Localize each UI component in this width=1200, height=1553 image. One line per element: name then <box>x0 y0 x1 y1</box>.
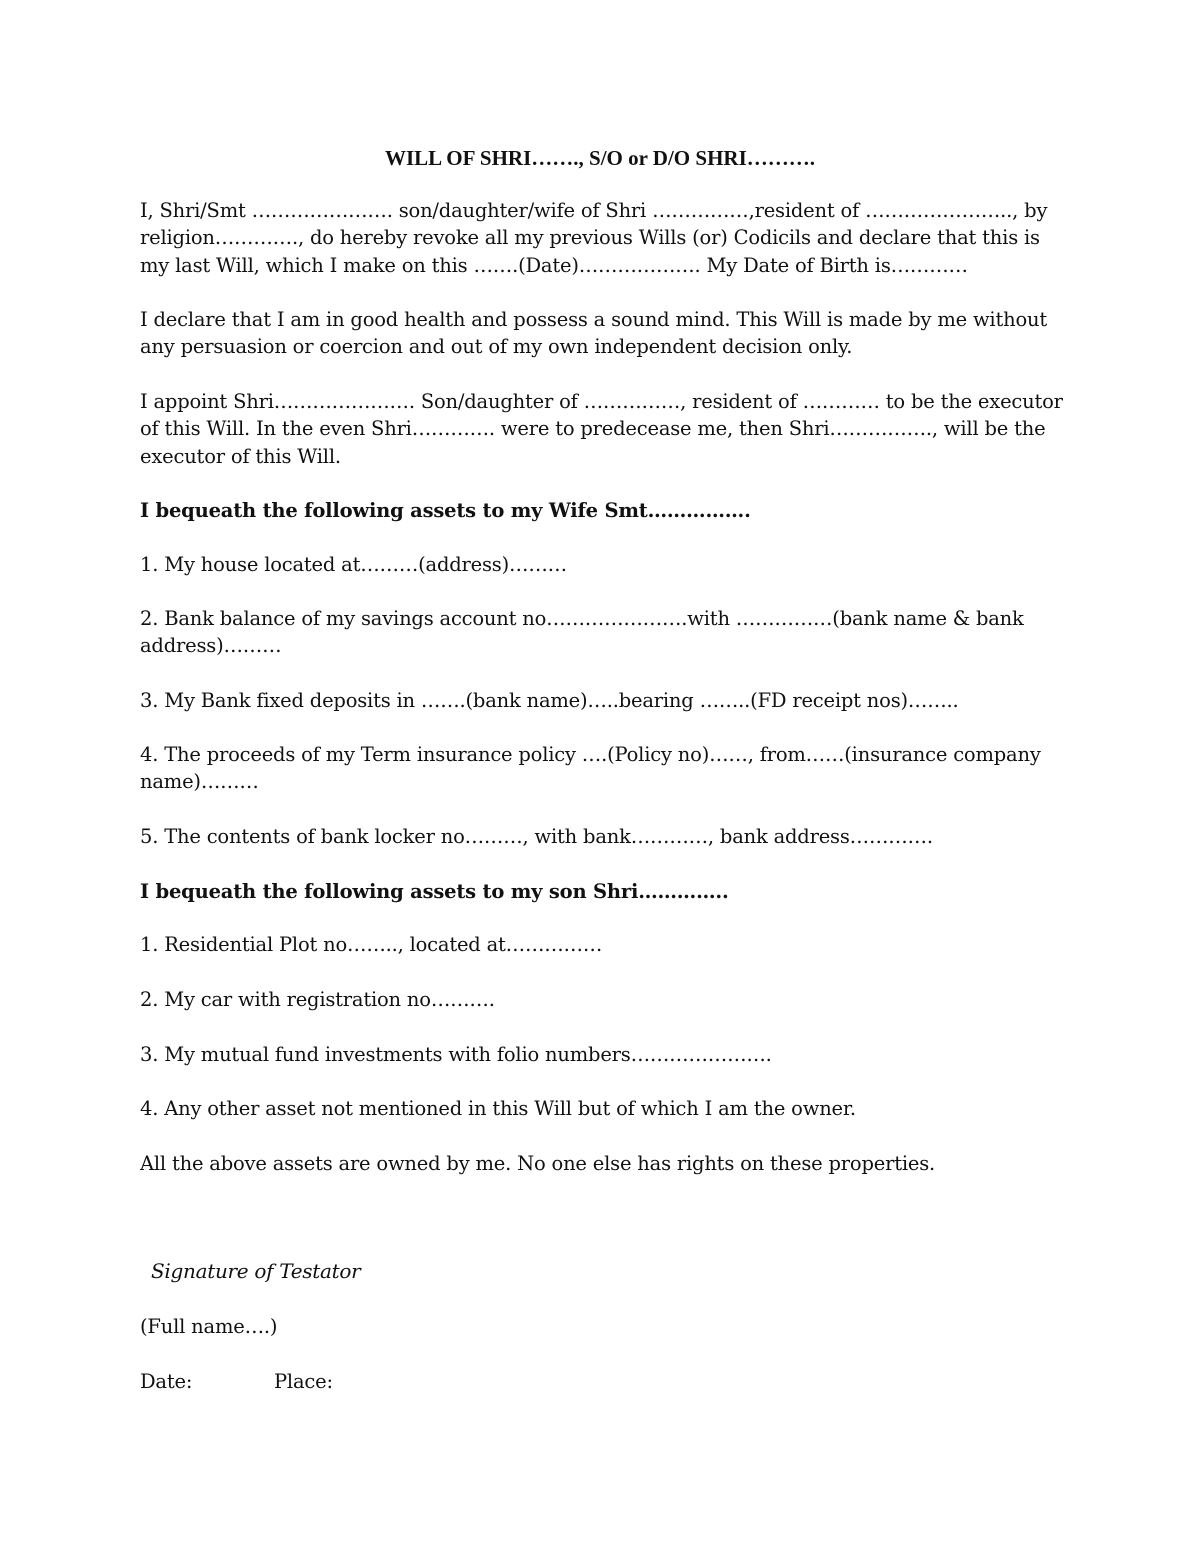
document-title: WILL OF SHRI……., S/O or D/O SHRI………. <box>385 146 815 170</box>
full-name-label: (Full name….) <box>140 1315 278 1338</box>
place-label: Place: <box>274 1370 333 1393</box>
wife-section-heading: I bequeath the following assets to my Wife Smt……………. <box>140 499 751 522</box>
executor-paragraph: I appoint Shri…………………. Son/daughter of ……………, resident of ………… to be the executor of this Will. In the even Shri…………. were to predecease me, then Shri……………., will be the executor of this Will. <box>140 390 1063 468</box>
wife-item-5: 5. The contents of bank locker no………, with bank…………, bank address…………. <box>140 825 933 848</box>
intro-paragraph: I, Shri/Smt …………………. son/daughter/wife of Shri ……………,resident of ………………….., by religion…………., do hereby revoke all my previous Wills (or) Codicils and declare that this is my last Will, which I make on this …….(Date)………………. My Date of Birth is………… <box>140 199 1048 277</box>
ownership-statement: All the above assets are owned by me. No one else has rights on these properties. <box>140 1152 936 1175</box>
signature-label: Signature of Testator <box>151 1259 361 1283</box>
son-item-3: 3. My mutual fund investments with folio numbers…………………. <box>140 1043 772 1066</box>
declaration-paragraph: I declare that I am in good health and possess a sound mind. This Will is made by me without any persuasion or coercion and out of my own independent decision only. <box>140 308 1048 359</box>
son-item-1: 1. Residential Plot no…….., located at…………… <box>140 933 603 956</box>
wife-item-2: 2. Bank balance of my savings account no………………….with ……………(bank name & bank address)……… <box>140 607 1024 658</box>
son-item-4: 4. Any other asset not mentioned in this Will but of which I am the owner. <box>140 1097 856 1120</box>
wife-item-1: 1. My house located at………(address)……… <box>140 553 567 576</box>
son-item-2: 2. My car with registration no………. <box>140 988 495 1011</box>
wife-item-4: 4. The proceeds of my Term insurance policy ….(Policy no)……, from……(insurance company name)……… <box>140 743 1041 794</box>
son-section-heading: I bequeath the following assets to my son Shri………….. <box>140 880 729 903</box>
date-label: Date: <box>140 1370 193 1393</box>
wife-item-3: 3. My Bank fixed deposits in …….(bank name)…..bearing ……..(FD receipt nos)…….. <box>140 689 959 712</box>
